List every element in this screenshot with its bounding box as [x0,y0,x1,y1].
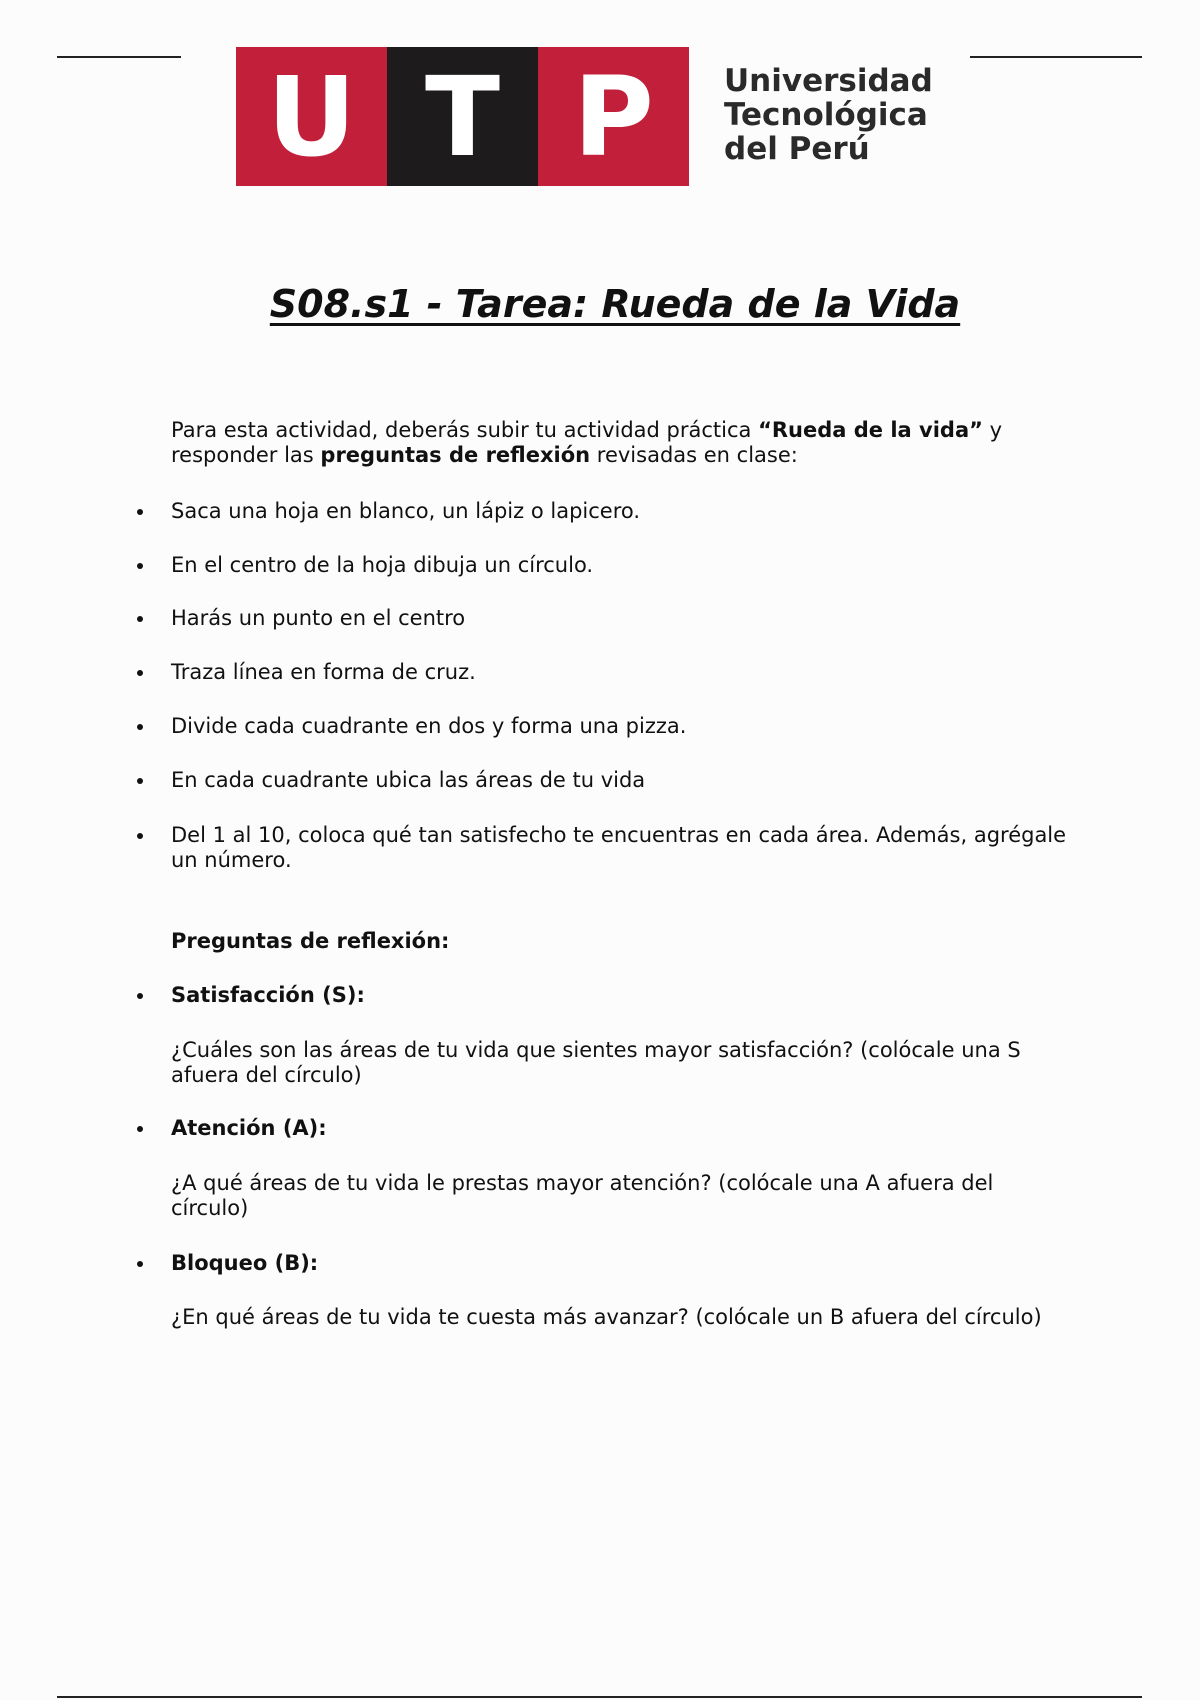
step-text: Divide cada cuadrante en dos y forma una pizza. [171,714,687,738]
intro-text: y responder las [171,418,1003,467]
reflection-heading: Preguntas de reflexión: [171,929,450,953]
bullet-icon [137,1126,143,1132]
university-name-line: Tecnológica [724,97,928,133]
question-label: Atención (A): [171,1116,327,1140]
intro-text: revisadas en clase: [590,443,798,467]
list-item [171,606,1071,631]
list-item [171,768,1071,793]
question-label-attention [171,1116,1071,1141]
intro-activity-name: “Rueda de la vida” [758,418,983,442]
step-text: Traza línea en forma de cruz. [171,660,476,684]
question-text-satisfaction: ¿Cuáles son las áreas de tu vida que sientes mayor satisfacción? (colócale una S afuera del círculo) [171,1038,1021,1087]
intro-reflection-questions: preguntas de reflexión [320,443,591,467]
bullet-icon [137,833,143,839]
bullet-icon [137,724,143,730]
question-text-attention: ¿A qué áreas de tu vida le prestas mayor atención? (colócale una A afuera del círculo) [171,1171,994,1220]
step-text: En el centro de la hoja dibuja un círculo. [171,553,594,577]
bullet-icon [137,1261,143,1267]
logo-letter-p: P [538,47,689,186]
logo-letter-t: T [387,47,538,186]
bullet-icon [137,778,143,784]
university-name [724,64,933,166]
bullet-icon [137,563,143,569]
question-text-block: ¿En qué áreas de tu vida te cuesta más avanzar? (colócale un B afuera del círculo) [171,1305,1042,1329]
bullet-icon [137,616,143,622]
question-label: Satisfacción (S): [171,983,365,1007]
list-item [171,553,1071,578]
step-text: Harás un punto en el centro [171,606,466,630]
list-item [171,714,1071,739]
bullet-icon [137,670,143,676]
question-label-satisfaction [171,983,1071,1008]
step-text: Saca una hoja en blanco, un lápiz o lapicero. [171,499,641,523]
bullet-icon [137,509,143,515]
logo-letter-u: U [236,47,387,186]
intro-paragraph [171,418,1071,468]
intro-text: Para esta actividad, deberás subir tu actividad práctica [171,418,759,442]
header-rule-right [970,56,1142,58]
footer-rule [57,1696,1142,1698]
list-item [171,660,1071,685]
list-item [171,499,1071,524]
utp-logo [236,47,689,186]
page-title: S08.s1 - Tarea: Rueda de la Vida [269,282,961,326]
question-label: Bloqueo (B): [171,1251,319,1275]
university-name-line: del Perú [724,131,870,167]
step-text: Del 1 al 10, coloca qué tan satisfecho te encuentras en cada área. Además, agrégale un número. [171,823,1067,872]
step-text: En cada cuadrante ubica las áreas de tu vida [171,768,646,792]
university-name-line: Universidad [724,63,933,99]
header-rule-left [57,56,181,58]
list-item [171,823,1071,873]
question-label-block [171,1251,1071,1276]
bullet-icon [137,993,143,999]
